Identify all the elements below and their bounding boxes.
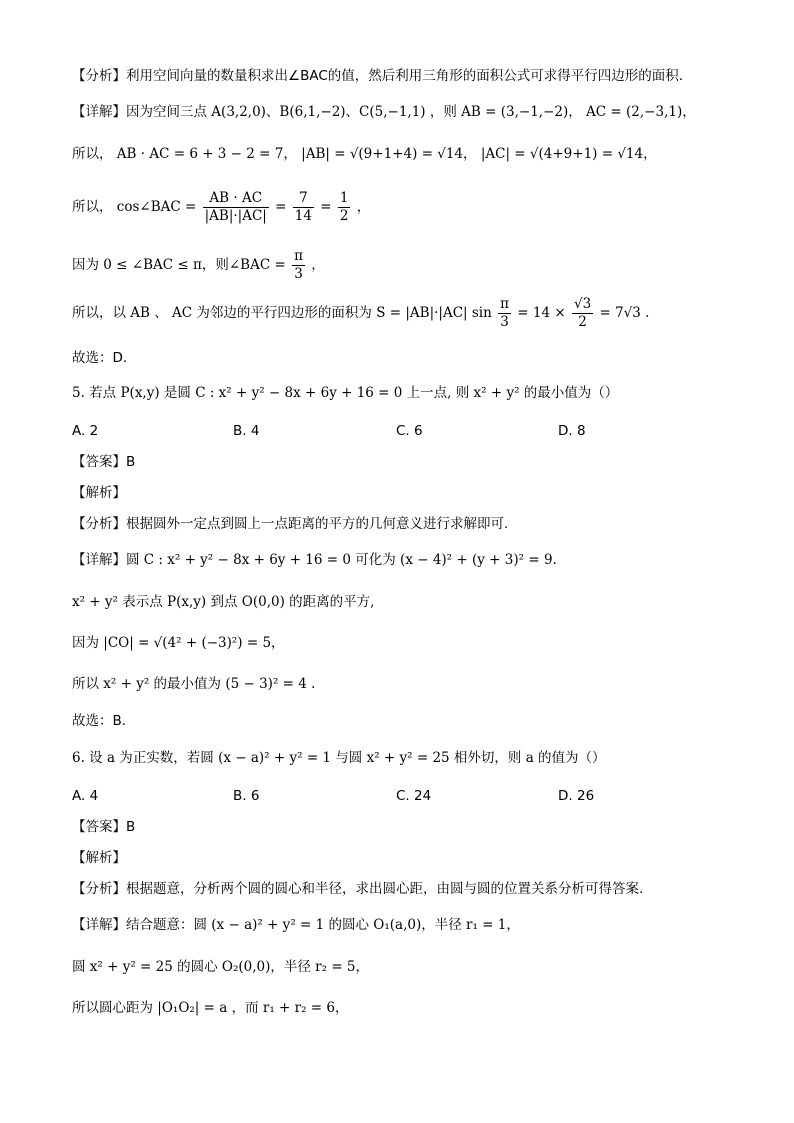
p4-area-line <box>72 294 649 332</box>
p4-cos-eq1: = <box>275 199 287 215</box>
p4-angle-fraction <box>292 248 305 283</box>
p4-range: 因为 0 ≤ ∠BAC ≤ π，则∠BAC = <box>72 257 286 273</box>
p4-cos-label: cos∠BAC = <box>116 199 197 215</box>
q6-option-a: A. 4 <box>72 788 99 804</box>
p4-ac-vector: AC = (2,−3,1)， <box>586 104 696 120</box>
p4-angle-num: π <box>294 247 303 264</box>
p4-angle-line <box>72 246 325 284</box>
p4-area-mid: = 14 × <box>517 305 566 321</box>
q6-option-d: D. 26 <box>558 788 595 804</box>
p4-angle-den: 3 <box>294 265 303 282</box>
p4-area-intro: 所以，以 AB 、 AC 为邻边的平行四边形的面积为 S = |AB|·|AC| sin <box>72 305 492 321</box>
p4-norm-ac: |AC| = √(4+9+1) = √14， <box>480 146 657 162</box>
p4-cos-line <box>72 188 370 226</box>
p4-cos-numerator: AB · AC <box>203 190 269 208</box>
p4-area-tail: = 7√3 . <box>599 305 650 321</box>
p4-detail-line <box>72 102 696 122</box>
p4-detail-intro: 【详解】因为空间三点 <box>72 104 207 120</box>
p4-area-pi-den: 3 <box>500 313 509 330</box>
q5-detail-2: x² + y² 表示点 P(x,y) 到点 O(0,0) 的距离的平方, <box>72 594 375 610</box>
q5-detail-3: 因为 |CO| = √(4² + (−3)²) = 5， <box>72 635 285 651</box>
p4-answer: 故选：D. <box>72 350 128 366</box>
q5-option-a: A. 2 <box>72 423 99 439</box>
p4-cos-denominator: |AB|·|AC| <box>204 207 267 224</box>
p4-cos-f2-num: 7 <box>293 190 314 208</box>
q5-analysis: 【分析】根据圆外一定点到圆上一点距离的平方的几何意义进行求解即可. <box>72 516 509 532</box>
q6-answer-tag: 【答案】B <box>72 819 136 835</box>
p4-dot-line <box>72 144 657 164</box>
q5-stem: 5. 若点 P(x,y) 是圆 C : x² + y² − 8x + 6y + 16 = 0 上一点, 则 x² + y² 的最小值为（） <box>72 385 619 401</box>
p4-angle-tail: ， <box>311 257 325 273</box>
p4-area-sqrt-den: 2 <box>578 313 587 330</box>
p4-cos-eq2: = <box>320 199 332 215</box>
p4-area-sqrt-num: √3 <box>573 295 592 312</box>
q6-option-b: B. 6 <box>233 788 260 804</box>
q5-jiexi-tag: 【解析】 <box>72 485 126 501</box>
p4-cos-f2-den: 14 <box>294 207 312 224</box>
q6-analysis: 【分析】根据题意，分析两个圆的圆心和半径，求出圆心距，由圆与圆的位置关系分析可得答案. <box>72 881 644 897</box>
p4-cos-fraction-3 <box>338 190 351 225</box>
p4-ab-vector: ，则 AB = (3,−1,−2)， <box>429 104 582 120</box>
p4-cos-fraction <box>203 190 269 225</box>
p4-cos-f3-num: 1 <box>339 189 349 206</box>
q5-option-d: D. 8 <box>558 423 586 439</box>
q6-stem: 6. 设 a 为正实数，若圆 (x − a)² + y² = 1 与圆 x² + y² = 25 相外切，则 a 的值为（） <box>72 750 606 766</box>
q6-jiexi-tag: 【解析】 <box>72 850 126 866</box>
q6-detail-1: 【详解】结合题意：圆 (x − a)² + y² = 1 的圆心 O₁(a,0)，半径 r₁ = 1， <box>72 917 520 933</box>
q5-result: 故选：B. <box>72 713 127 729</box>
q5-detail-1: 【详解】圆 C : x² + y² − 8x + 6y + 16 = 0 可化为 (x − 4)² + (y + 3)² = 9. <box>72 552 557 568</box>
q5-detail-4: 所以 x² + y² 的最小值为 (5 − 3)² = 4 . <box>72 676 316 692</box>
q6-option-c: C. 24 <box>396 788 432 804</box>
p4-cos-fraction-2 <box>293 190 314 225</box>
p4-analysis: 【分析】利用空间向量的数量积求出∠BAC的值，然后利用三角形的面积公式可求得平行四边形的面积. <box>72 68 684 84</box>
p4-area-pi-num: π <box>500 295 509 312</box>
q6-detail-3: 所以圆心距为 |O₁O₂| = a ，而 r₁ + r₂ = 6， <box>72 1000 349 1016</box>
p4-so2: 所以， <box>72 199 113 215</box>
p4-so1: 所以， <box>72 146 113 162</box>
p4-cos-tail: ， <box>356 199 371 215</box>
p4-area-sqrt-fraction <box>572 296 593 331</box>
p4-dot-product: AB · AC = 6 + 3 − 2 = 7， <box>116 146 297 162</box>
q5-option-b: B. 4 <box>233 423 260 439</box>
q5-option-c: C. 6 <box>396 423 423 439</box>
q6-detail-2: 圆 x² + y² = 25 的圆心 O₂(0,0)，半径 r₂ = 5， <box>72 959 370 975</box>
p4-points: A(3,2,0)、B(6,1,−2)、C(5,−1,1) <box>211 104 426 120</box>
p4-cos-f3-den: 2 <box>339 207 349 224</box>
p4-norm-ab: |AB| = √(9+1+4) = √14， <box>301 146 477 162</box>
p4-area-pi-fraction <box>498 296 511 331</box>
q5-answer-tag: 【答案】B <box>72 454 136 470</box>
